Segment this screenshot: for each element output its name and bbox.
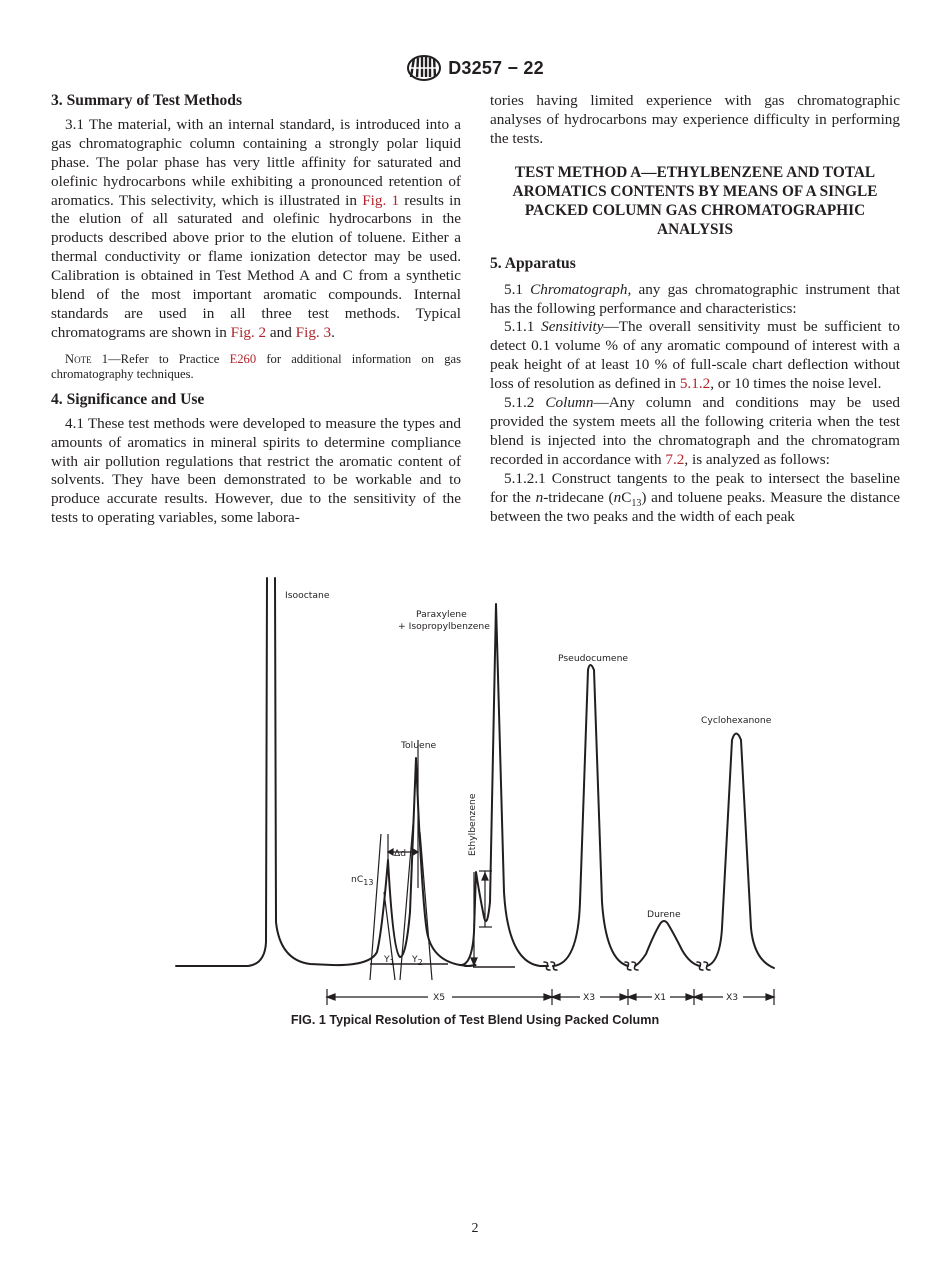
fig-1-link[interactable]: Fig. 1 xyxy=(362,191,400,209)
pseudocumene-peak xyxy=(553,665,628,966)
text: —The overall sensitivity must be sufficient to detect 0.1 volume % of any aromatic compound of interest with a peak height of at least 10 % of full-scale chart deflection without loss of resolution as defined in xyxy=(490,318,900,393)
chromatogram-diagram xyxy=(170,572,790,1012)
right-column xyxy=(490,92,900,526)
ethylbenzene-paraxylene-peaks xyxy=(460,604,548,966)
paragraph-continuation: tories having limited experience with gas chromatographic analyses of hydrocarbons may experience difficulty in performing the tests. xyxy=(490,92,900,147)
text: C xyxy=(621,488,632,506)
label-toluene: Toluene xyxy=(401,740,437,751)
spacing-x5: X5 xyxy=(433,992,446,1003)
spacing-dimension-line xyxy=(327,989,774,1005)
label-y1: Y1 xyxy=(384,954,395,967)
section-5-heading: 5. Apparatus xyxy=(490,254,576,272)
text: —Any column and conditions may be used provided the system meets all the following criteria when the test blend is injected into the chromatograph and the chromatogram recorded in accordance with xyxy=(490,394,900,468)
term: Column xyxy=(545,394,594,412)
text: 5.1.1 xyxy=(504,318,542,336)
durene-peak xyxy=(635,921,700,966)
test-method-a-title: TEST METHOD A—ETHYLBENZENE AND TOTAL AROMATICS CONTENTS BY MEANS OF A SINGLE PACKED COLUMN GAS CHROMATOGRAPHIC ANALYSIS xyxy=(512,163,878,238)
fig-2-link[interactable]: Fig. 2 xyxy=(230,323,267,341)
figure-1-caption: FIG. 1 Typical Resolution of Test Blend Using Packed Column xyxy=(290,1013,660,1027)
paragraph-3-1 xyxy=(51,116,461,343)
note-1 xyxy=(51,352,461,382)
text: for additional information on gas chromatography techniques. xyxy=(51,351,461,381)
subscript: 13 xyxy=(631,497,642,509)
text: , or 10 times the noise level. xyxy=(710,375,882,393)
text: -tridecane ( xyxy=(543,488,614,506)
section-4-heading: 4. Significance and Use xyxy=(51,390,205,408)
text: ) and toluene peaks. Measure the distance between the two peaks and the width of each peak xyxy=(490,488,901,525)
page-number: 2 xyxy=(471,1221,479,1236)
left-column xyxy=(51,92,461,528)
text: results in the elution of all saturated and olefinic hydrocarbons in the products described above prior to the elution of toluene. Either a thermal conductivity or flame ionization detector may be used. Calibration is obtained in Test Method A and C from a synthetic blend of the most important aromatic compounds. Internal standards are used in all three test methods. Typical chromatograms are shown in xyxy=(51,191,461,341)
italic-n: n xyxy=(613,488,622,506)
section-5-1-2-link[interactable]: 5.1.2 xyxy=(679,375,711,393)
cyclohexanone-peak xyxy=(707,734,774,969)
text: 1—Refer to Practice xyxy=(91,351,230,366)
nc13-toluene-peaks xyxy=(332,758,468,966)
paragraph-5-1-2 xyxy=(490,394,900,470)
text: 5.1.2 xyxy=(504,394,546,412)
label-isooctane: Isooctane xyxy=(285,590,330,601)
note-label: Note xyxy=(65,351,92,366)
section-7-2-link[interactable]: 7.2 xyxy=(665,450,685,468)
spacing-x1: X1 xyxy=(654,992,667,1003)
paragraph-4-1: 4.1 These test methods were developed to measure the types and amounts of aromatics in mineral spirits to determine compliance with air pollution regulations that restrict the aromatic content of solvents. They have been demonstrated to be workable and to produce accurate results. However, due to the sensitivity of the tests to operating variables, some labora- xyxy=(51,414,461,527)
paragraph-5-1 xyxy=(490,281,900,319)
page-header xyxy=(0,55,950,83)
figure-1-chromatogram xyxy=(170,572,790,1012)
label-y2: Y2 xyxy=(412,954,423,967)
text: . xyxy=(331,323,335,341)
text: , is analyzed as follows: xyxy=(684,450,830,468)
label-paraxylene: Paraxylene xyxy=(416,609,467,620)
section-3-heading: 3. Summary of Test Methods xyxy=(51,92,243,109)
text: 5.1 xyxy=(504,280,531,298)
label-isopropylbenzene: + Isopropylbenzene xyxy=(398,621,490,632)
label-delta-d: Δd xyxy=(394,848,407,859)
term: Sensitivity xyxy=(541,318,604,336)
text: 5.1.2.1 Construct tangents to the peak to intersect the baseline for the xyxy=(490,469,900,506)
spacing-x3-b: X3 xyxy=(726,992,739,1003)
e260-link[interactable]: E260 xyxy=(229,351,257,366)
fig-3-link[interactable]: Fig. 3 xyxy=(295,323,332,341)
label-nc13: nC13 xyxy=(351,874,374,887)
isooctane-peak xyxy=(176,578,332,966)
label-cyclohexanone: Cyclohexanone xyxy=(701,715,772,726)
spacing-x3-a: X3 xyxy=(583,992,596,1003)
paragraph-5-1-1 xyxy=(490,318,900,394)
text: and xyxy=(266,323,296,341)
label-ethylbenzene: Ethylbenzene xyxy=(467,793,478,856)
paragraph-5-1-2-1 xyxy=(490,470,900,527)
label-pseudocumene: Pseudocumene xyxy=(558,653,629,664)
astm-logo-icon xyxy=(406,55,442,81)
term: Chromatograph, xyxy=(530,280,632,298)
text: 3.1 The material, with an internal standard, is introduced into a gas chromatographic column containing a strongly polar liquid phase. The polar phase has very little affinity for saturated and olefinic hydrocarbons while exhibiting a pronounced retention of aromatics. This selectivity, which is illustrated in xyxy=(51,115,461,209)
label-durene: Durene xyxy=(647,909,681,920)
text: any gas chromatographic instrument that has the following performance and characteristics: xyxy=(490,280,900,317)
standard-designation: D3257 − 22 xyxy=(448,57,544,78)
italic-n: n xyxy=(535,488,544,506)
